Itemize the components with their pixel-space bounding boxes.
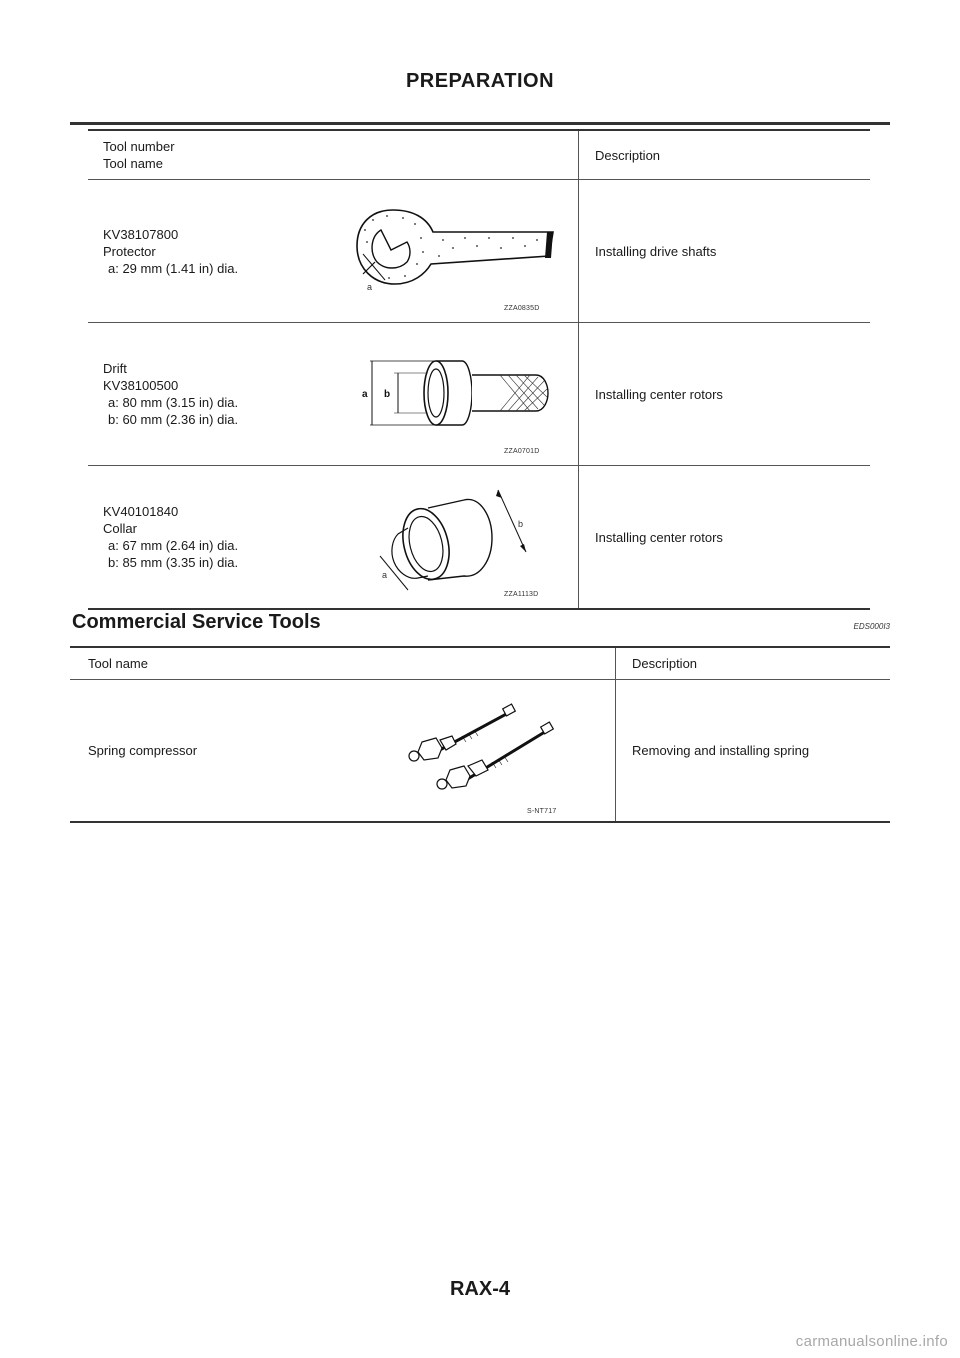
tool-info	[103, 323, 238, 465]
tool-spec: a: 80 mm (3.15 in) dia.	[108, 395, 239, 410]
figure-code: ZZA1113D	[504, 591, 539, 598]
column-header-description: Description	[616, 647, 891, 680]
tool-info	[103, 180, 238, 322]
spring-compressor-illustration	[402, 700, 562, 796]
tool-number: KV40101840	[103, 504, 179, 519]
watermark: carmanualsonline.info	[795, 1333, 948, 1350]
tool-name: Collar	[103, 521, 137, 536]
figure-label-a: a	[362, 389, 368, 400]
table-row	[88, 466, 870, 610]
tool-description: Removing and installing spring	[632, 743, 810, 758]
protector-illustration	[353, 204, 563, 294]
tool-name: Protector	[103, 243, 156, 259]
figure-code: S-NT717	[527, 808, 557, 815]
figure-label-a: a	[367, 282, 373, 292]
tool-spec: b: 85 mm (3.35 in) dia.	[108, 555, 239, 570]
commercial-tools-table	[70, 646, 890, 823]
figure-code: ZZA0701D	[504, 448, 540, 455]
figure-code: ZZA0835D	[504, 305, 540, 312]
tool-spec: a: 29 mm (1.41 in) dia.	[108, 260, 239, 276]
table-row	[70, 680, 890, 823]
tool-number: KV38100500	[103, 378, 179, 393]
tool-description: Installing drive shafts	[579, 180, 871, 323]
special-tools-table	[88, 129, 870, 610]
table-header-row	[70, 647, 890, 680]
section-title-commercial-service-tools: Commercial Service Tools	[72, 611, 321, 633]
page-number: RAX-4	[449, 1278, 510, 1300]
tool-name: Spring compressor	[88, 743, 198, 758]
table-row	[88, 323, 870, 466]
tool-name: Drift	[103, 361, 127, 376]
tool-info	[103, 466, 238, 608]
table-header-row	[88, 130, 870, 180]
tool-description: Installing center rotors	[579, 323, 871, 466]
figure-label-a: a	[382, 570, 388, 580]
tool-number: KV38107800	[103, 226, 179, 242]
section-reference-code: EDS000I3	[853, 622, 890, 631]
page-title: PREPARATION	[405, 70, 555, 92]
tool-spec: a: 67 mm (2.64 in) dia.	[108, 538, 239, 553]
tool-info	[88, 680, 197, 821]
drift-illustration	[360, 351, 560, 435]
tool-description: Installing center rotors	[595, 529, 723, 545]
column-header-tool-name: Tool name	[103, 156, 163, 171]
table-row	[88, 180, 870, 323]
figure-label-b: b	[518, 519, 524, 529]
title-rule	[70, 122, 890, 125]
column-header-tool-name: Tool name	[88, 656, 148, 671]
tool-spec: b: 60 mm (2.36 in) dia.	[108, 412, 239, 427]
column-header-description: Description	[579, 130, 871, 180]
column-header-tool-number: Tool number	[103, 139, 175, 154]
figure-label-b: b	[384, 389, 391, 400]
collar-illustration	[368, 482, 548, 594]
